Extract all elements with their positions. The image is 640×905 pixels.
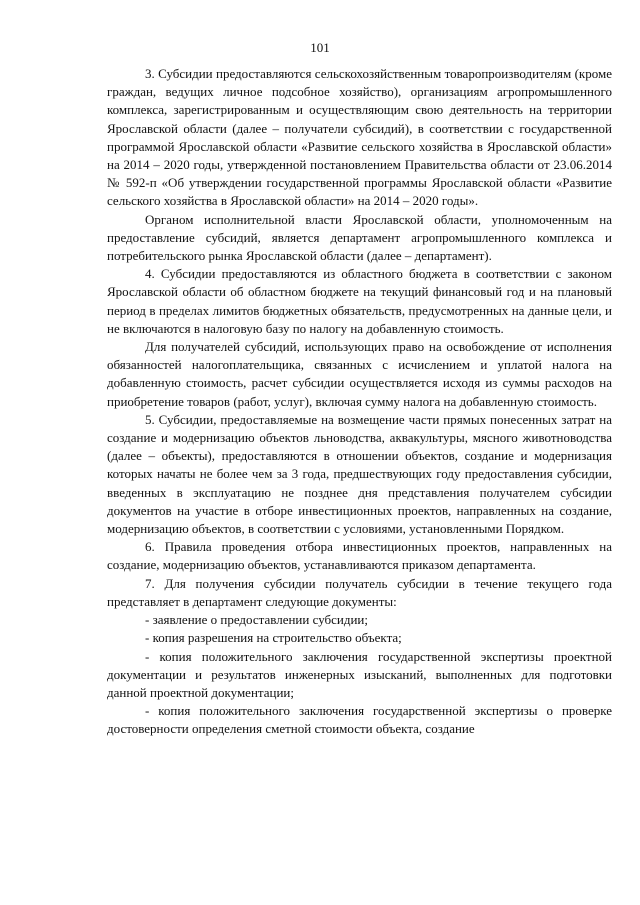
- page-number: 101: [310, 40, 330, 55]
- paragraph-required-documents: 7. Для получения субсидии получатель субсидии в течение текущего года представляет в департамент следующие документы:: [107, 575, 612, 609]
- paragraph-authorized-body: Органом исполнительной власти Ярославской области, уполномоченным на предоставление субсидий, является департамент агропромышленного комплекса и потребительского рынка Ярославской области (далее – департамент).: [107, 211, 612, 264]
- list-item-application: - заявление о предоставлении субсидии;: [145, 612, 368, 628]
- paragraph-subsidy-recipients: 3. Субсидии предоставляются сельскохозяйственным товаропроизводителям (кроме граждан, ведущих личное подсобное хозяйство), организациям агропромышленного комплекса, зарегистрированным и осуществляющим свою деятельность на территории Ярославской области (далее – получатели субсидий), в соответствии с государственной программой Ярославской области «Развитие сельского хозяйства в Ярославской области» на 2014 – 2020 годы, утвержденной постановлением Правительства области от 23.06.2014 № 592-п «Об утверждении государственной программы Ярославской области «Развитие сельского хозяйства в Ярославской области» на 2014 – 2020 годы».: [107, 66, 612, 209]
- paragraph-selection-rules: 6. Правила проведения отбора инвестиционных проектов, направленных на создание, модернизацию объектов, устанавливаются приказом департамента.: [107, 539, 612, 573]
- document-body: [107, 65, 612, 739]
- list-item-construction-permit: - копия разрешения на строительство объекта;: [145, 630, 402, 646]
- list-item-project-expertise: - копия положительного заключения государственной экспертизы проектной документации и результатов инженерных изысканий, выполненных для подготовки данной проектной документации;: [107, 648, 612, 700]
- paragraph-vat-exemption: Для получателей субсидий, использующих право на освобождение от исполнения обязанностей налогоплательщика, связанных с исчислением и уплатой налога на добавленную стоимость, расчет субсидии осуществляется исходя из суммы расходов на приобретение товаров (работ, услуг), включая сумму налога на добавленную стоимость.: [107, 339, 612, 409]
- list-item-cost-expertise: - копия положительного заключения государственной экспертизы о проверке достоверности определения сметной стоимости объекта, создание: [107, 703, 612, 737]
- paragraph-objects-conditions: 5. Субсидии, предоставляемые на возмещение части прямых понесенных затрат на создание и модернизацию объектов льноводства, аквакультуры, мясного животноводства (далее – объекты), предоставляются в отношении объектов, создание и модернизация которых начаты не более чем за 3 года, предшествующих году предоставления субсидии, введенных в эксплуатацию не позднее дня представления получателем субсидии документов на участие в отборе инвестиционных проектов, направленных на создание, модернизацию объектов, в соответствии с условиями, установленными Порядком.: [107, 411, 612, 537]
- paragraph-budget-source: 4. Субсидии предоставляются из областного бюджета в соответствии с законом Ярославской области об областном бюджете на текущий финансовый год и на плановый период в пределах лимитов бюджетных обязательств, предусмотренных на данные цели, и не включаются в налоговую базу по налогу на добавленную стоимость.: [107, 266, 612, 336]
